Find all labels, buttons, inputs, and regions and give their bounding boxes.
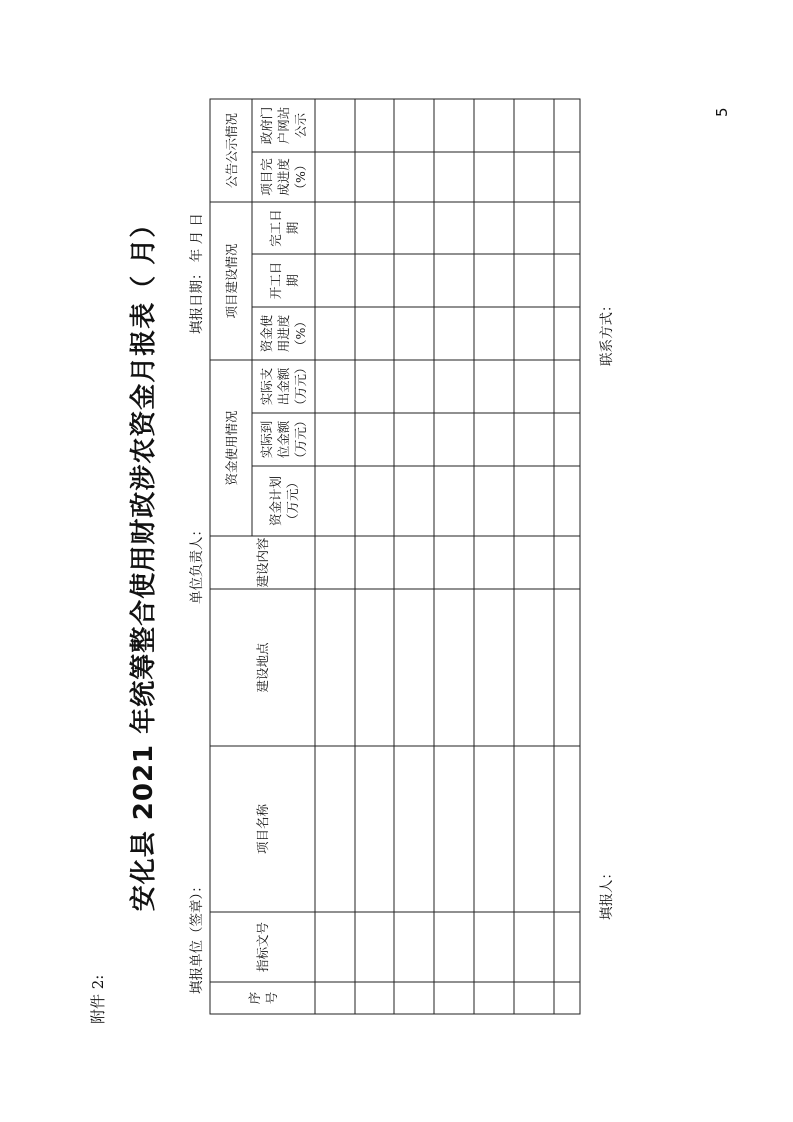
- header-actual-arrival: 实际到 位金额 （万元）: [259, 414, 308, 465]
- fill-date-label: 填报日期： 年 月 日: [189, 213, 205, 334]
- attachment-label: 附件 2:: [89, 974, 107, 1024]
- header-location: 建设地点: [255, 642, 270, 693]
- header-finish-date: 完工日 期: [267, 209, 300, 247]
- header-fund-usage-group: 资金使用情况: [223, 410, 239, 486]
- report-title: 安化县 2021 年统筹整合使用财政涉农资金月报表（ 月）: [129, 210, 159, 912]
- header-publicity-group: 公告公示情况: [223, 113, 239, 189]
- fill-unit-label: 填报单位（签章）：: [189, 879, 205, 994]
- header-usage-progress: 资金使 用进度 （%）: [259, 314, 308, 353]
- header-fund-plan: 资金计划 （万元）: [267, 476, 300, 527]
- page-number: 5: [713, 107, 731, 117]
- unit-head-label: 单位负责人：: [189, 523, 205, 604]
- header-construction-group: 项目建设情况: [223, 243, 239, 319]
- header-index-doc: 指标文号: [255, 922, 270, 973]
- header-start-date: 开工日 期: [267, 261, 300, 300]
- header-project-name: 项目名称: [255, 804, 270, 855]
- header-content: 建设内容: [255, 537, 270, 588]
- header-actual-spend: 实际支 出金额 （万元）: [259, 361, 308, 412]
- filler-label: 填报人：: [599, 866, 615, 920]
- header-completion-progress: 项目完 成进度 （%）: [259, 158, 308, 196]
- contact-label: 联系方式：: [599, 298, 615, 366]
- header-gov-portal: 政府门 户网站 公示: [259, 106, 308, 145]
- header-seq: 序 号: [246, 991, 279, 1005]
